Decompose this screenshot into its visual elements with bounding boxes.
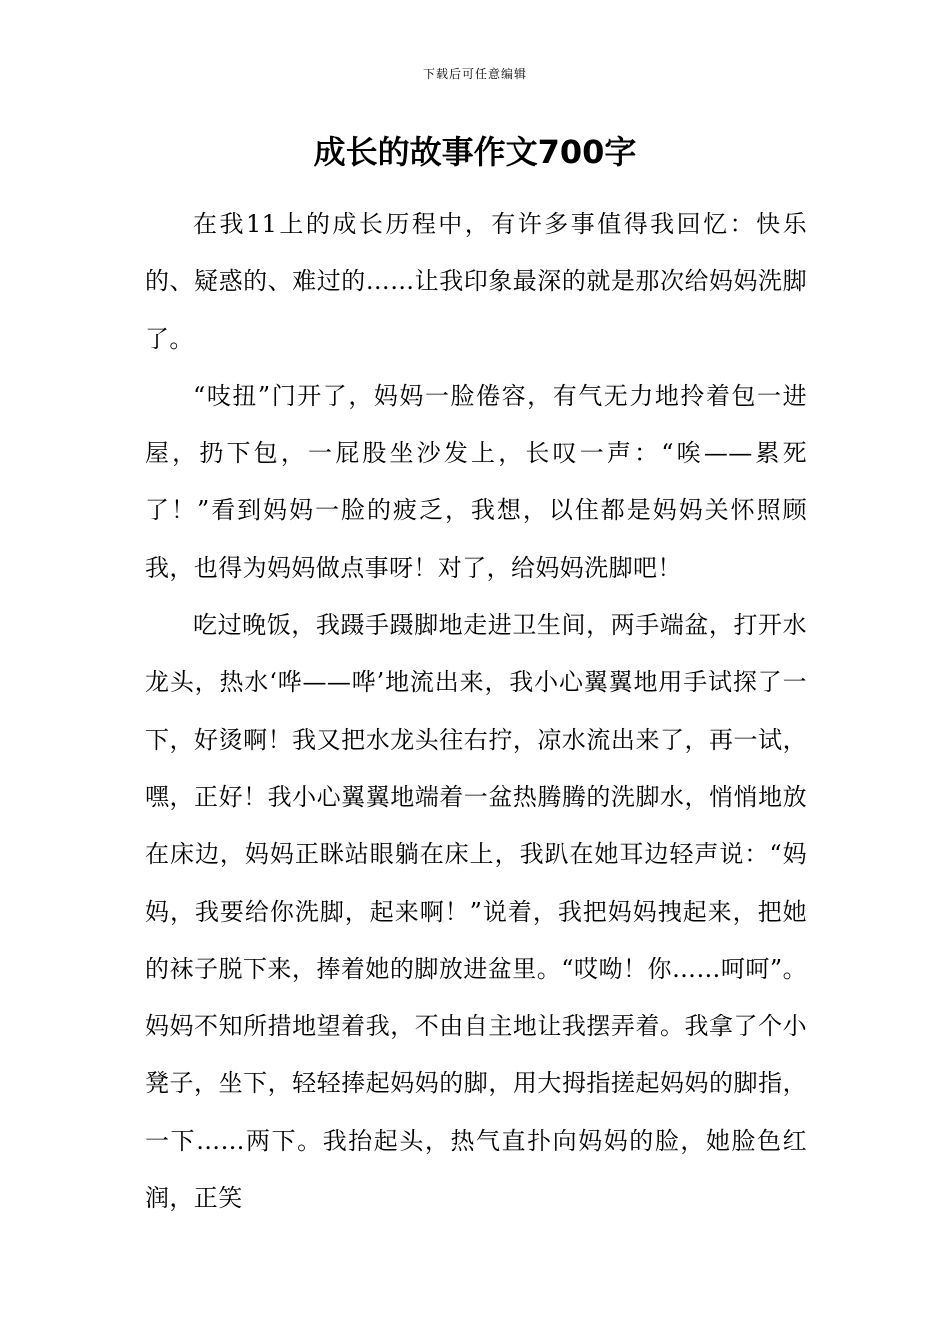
document-title: 成长的故事作文700字 [313,133,637,171]
document-body [145,196,807,1227]
header-note: 下载后可任意编辑 [422,67,527,81]
paragraph-3: 吃过晚饭，我蹑手蹑脚地走进卫生间，两手端盆，打开水龙头，热水‘哗——哗’地流出来，我小心翼翼地用手试探了一下，好烫啊！我又把水龙头往右拧，凉水流出来了，再一试，嘿，正好！我小心翼翼地端着一盆热腾腾的洗脚水，悄悄地放在床边，妈妈正眯站眼躺在床上，我趴在她耳边轻声说：“妈妈，我要给你洗脚，起来啊！”说着，我把妈妈拽起来，把她的袜子脱下来，捧着她的脚放进盆里。“哎呦！你……呵呵”。妈妈不知所措地望着我，不由自主地让我摆弄着。我拿了个小凳子，坐下，轻轻捧起妈妈的脚，用大拇指搓起妈妈的脚指，一下……两下。我抬起头，热气直扑向妈妈的脸，她脸色红润，正笑 [145,611,807,1213]
paragraph-1: 在我11上的成长历程中，有许多事值得我回忆：快乐的、疑惑的、难过的……让我印象最深的就是那次给妈妈洗脚了。 [145,210,807,353]
paragraph-2: “吱扭”门开了，妈妈一脸倦容，有气无力地拎着包一进屋，扔下包，一屁股坐沙发上，长叹一声：“唉——累死了！”看到妈妈一脸的疲乏，我想，以住都是妈妈关怀照顾我，也得为妈妈做点事呀！对了，给妈妈洗脚吧！ [145,381,807,582]
